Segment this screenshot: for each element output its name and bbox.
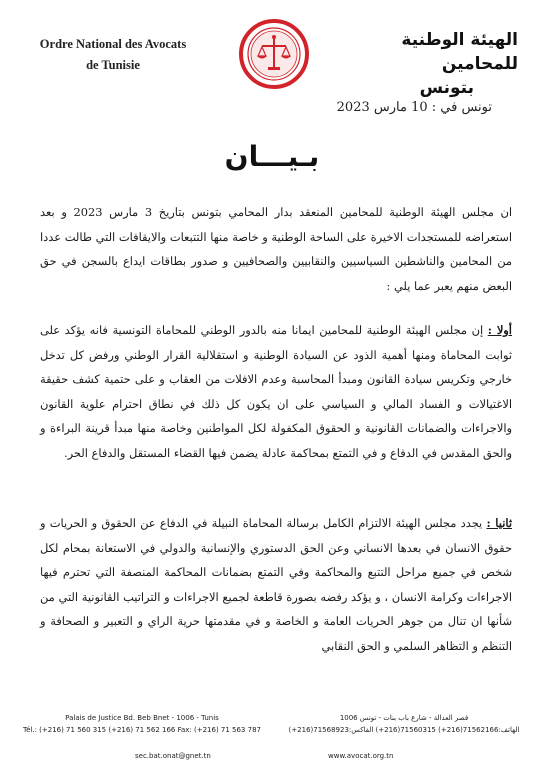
scales-of-justice-seal-icon: [238, 18, 310, 90]
section-first: [40, 318, 512, 465]
footer-email-link[interactable]: sec.bat.onat@gnet.tn: [135, 752, 211, 760]
document-date: تونس في : 10 مارس 2023: [336, 100, 492, 115]
section-first-lead: أولا :: [487, 323, 512, 337]
footer-website-link[interactable]: www.avocat.org.tn: [328, 752, 394, 760]
footer-address-arabic: قصر العدالة - شارع باب بنات - تونس 1006: [339, 714, 469, 722]
footer-french: [22, 712, 262, 736]
footer-phone-arabic: الهاتف:71562166(216+) 71560315(216+) الفاكس:71568923(216+): [288, 726, 520, 734]
intro-paragraph-text: ان مجلس الهيئة الوطنية للمحامين المنعقد بدار المحامي بتونس بتاريخ 3 مارس 2023 و بعد استعراضه للمستجدات الاخيرة على الساحة الوطنية و خاصة منها التتبعات والايقافات التي طالت عددا من المحامين والناشطين السياسيين والنقابيين والصحافيين و صدور بطاقات ايداع بالسجن في حق البعض منهم يعبر عما يلي :: [40, 205, 513, 293]
section-second-lead: ثانيا :: [486, 516, 513, 530]
section-second-text: يجدد مجلس الهيئة الالتزام الكامل برسالة المحاماة النبيلة في الدفاع عن الحقوق و الحريات و حقوق الانسان في بعدها الانساني وعن الحق الدستوري والإنسانية والدولي في الاستعانة بمحام لكل شخص في جميع مراحل التتبع والمحاكمة وفي التمتع بضمانات المحاكمة المنصفة التي تحترم فيها الاجراءات وكرامة الانسان ، و يؤكد رفضه بصورة قاطعة لجميع الاجراءات و التراتيب القانونية التي من شأنها ان تنال من جوهر الحريات العامة و الخاصة و في مقدمتها حرية الراي و التعبير و الصحافة و التنظم و التظاهر السلمي و الحق النقابي: [40, 516, 512, 653]
section-first-paragraph: [40, 318, 512, 465]
footer-arabic: [284, 712, 524, 736]
intro-paragraph: [40, 200, 512, 298]
section-second: [40, 511, 512, 658]
org-name-french-line2: de Tunisie: [86, 58, 140, 72]
footer-phone-french: Tél.: (+216) 71 560 315 (+216) 71 562 166 Fax: (+216) 71 563 787: [23, 726, 261, 734]
org-name-french: [28, 34, 198, 76]
section-second-paragraph: [40, 511, 512, 658]
statement-title: بـيـــان: [224, 140, 320, 173]
section-first-text: إن مجلس الهيئة الوطنية للمحامين ايمانا منه بالدور الوطني للمحاماة التونسية فانه يؤكد على ثوابت المحاماة ومنها أهمية الذود عن السيادة الوطنية و استقلالية القرار الوطني ورفض كل تدخل خارجي وتكريس سيادة القانون ومبدأ المحاسبة وعدم الافلات من العقاب و على حتمية كشف حقيقة الاغتيالات و الفساد المالي و السياسي على ان يكون كل ذلك في نطاق احترام علوية القانون والاجراءات والضمانات القانونية و الحقوق المكفولة لكل المواطنين وخاصة منها مبدأ قرينة البراءة و والحق المقدس في الدفاع و في التمتع بمحاكمة عادلة يضمن فيها القضاء المستقل والدفاع الحر.: [40, 323, 512, 460]
footer-address-french: Palais de Justice Bd. Beb Bnet - 1006 - Tunis: [65, 714, 219, 722]
org-name-arabic-line2: بتونس: [419, 78, 474, 98]
org-name-arabic-line1: الهيئة الوطنية للمحامين: [401, 30, 518, 74]
org-name-arabic: [348, 28, 518, 100]
org-name-french-line1: Ordre National des Avocats: [39, 37, 187, 51]
